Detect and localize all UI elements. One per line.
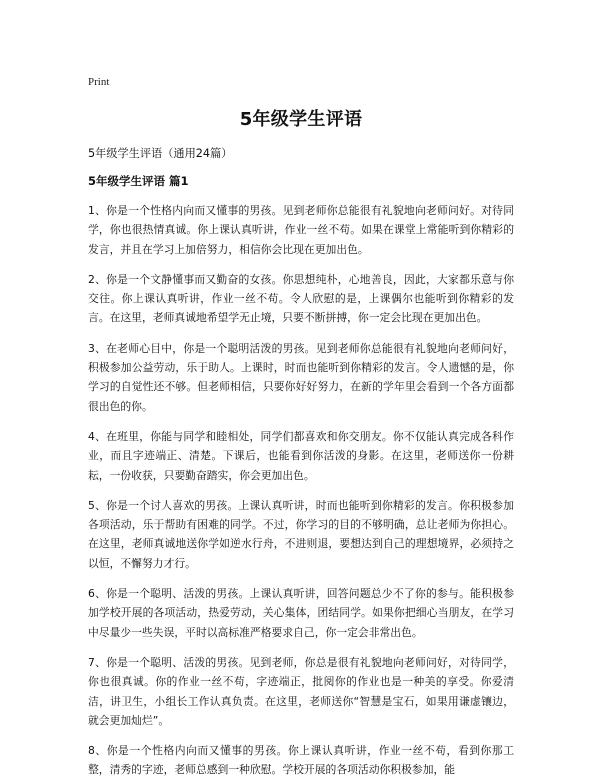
comment-paragraph: 1、你是一个性格内向而又懂事的男孩。见到老师你总能很有礼貌地向老师问好。对待同学，你也很热情真诚。你上课认真听讲，作业一丝不苟。如果在课堂上常能听到你精彩的发言，并且在学习上加倍努力，相信你会比现在更加出色。 (88, 204, 514, 256)
comment-paragraphs (88, 201, 514, 780)
comment-paragraph: 8、你是一个性格内向而又懂事的男孩。你上课认真听讲，作业一丝不苟，看到你那工整，清秀的字迹，老师总感到一种欣慰。学校开展的各项活动你积极参加，能 (88, 744, 514, 777)
comment-paragraph: 6、你是一个聪明、活泼的男孩。上课认真听讲，回答问题总少不了你的参与。能积极参加学校开展的各项活动，热爱劳动，关心集体，团结同学。如果你把细心当朋友，在学习中尽量少一些失误，平时以高标准严格要求自己，你一定会非常出色。 (88, 587, 514, 639)
document-title: 5年级学生评语 (239, 109, 363, 130)
section-heading: 5年级学生评语 篇1 (88, 174, 189, 188)
comment-paragraph: 7、你是一个聪明、活泼的男孩。见到老师，你总是很有礼貌地向老师问好，对待同学，你也很真诚。你的作业一丝不苟，字迹端正，批阅你的作业也是一种美的享受。你爱清洁，讲卫生，小组长工作认真负责。在这里，老师送你“智慧是宝石，如果用谦虚镶边，就会更加灿烂”。 (88, 655, 514, 727)
comment-paragraph: 5、你是一个讨人喜欢的男孩。上课认真听讲，时而也能听到你精彩的发言。你积极参加各项活动，乐于帮助有困难的同学。不过，你学习的目的不够明确，总让老师为你担心。在这里，老师真诚地送你学如逆水行舟，不进则退，要想达到自己的理想境界，必须持之以恒，不懈努力才行。 (88, 498, 514, 570)
comment-paragraph: 2、你是一个文静懂事而又勤奋的女孩。你思想纯朴，心地善良，因此，大家都乐意与你交往。你上课认真听讲，作业一丝不苟。令人欣慰的是，上课偶尔也能听到你精彩的发言。在这里，老师真诚地希望学无止境，只要不断拼搏，你一定会比现在更加出色。 (88, 272, 514, 325)
print-link[interactable]: Print (88, 76, 110, 88)
comment-paragraph: 3、在老师心目中，你是一个聪明活泼的男孩。见到老师你总能很有礼貌地向老师问好，积极参加公益劳动，乐于助人。上课时，时而也能听到你精彩的发言。令人遗憾的是，你学习的自觉性还不够。但老师相信，只要你好好努力，在新的学年里会看到一个各方面都很出色的你。 (88, 341, 514, 413)
document-subtitle: 5年级学生评语（通用24篇） (88, 147, 233, 160)
comment-paragraph: 4、在班里，你能与同学和睦相处，同学们都喜欢和你交朋友。你不仅能认真完成各科作业，而且字迹端正、清楚。下课后，也能看到你活泼的身影。在这里，老师送你一份耕耘，一份收获，只要勤奋踏实，你会更加出色。 (88, 429, 514, 482)
